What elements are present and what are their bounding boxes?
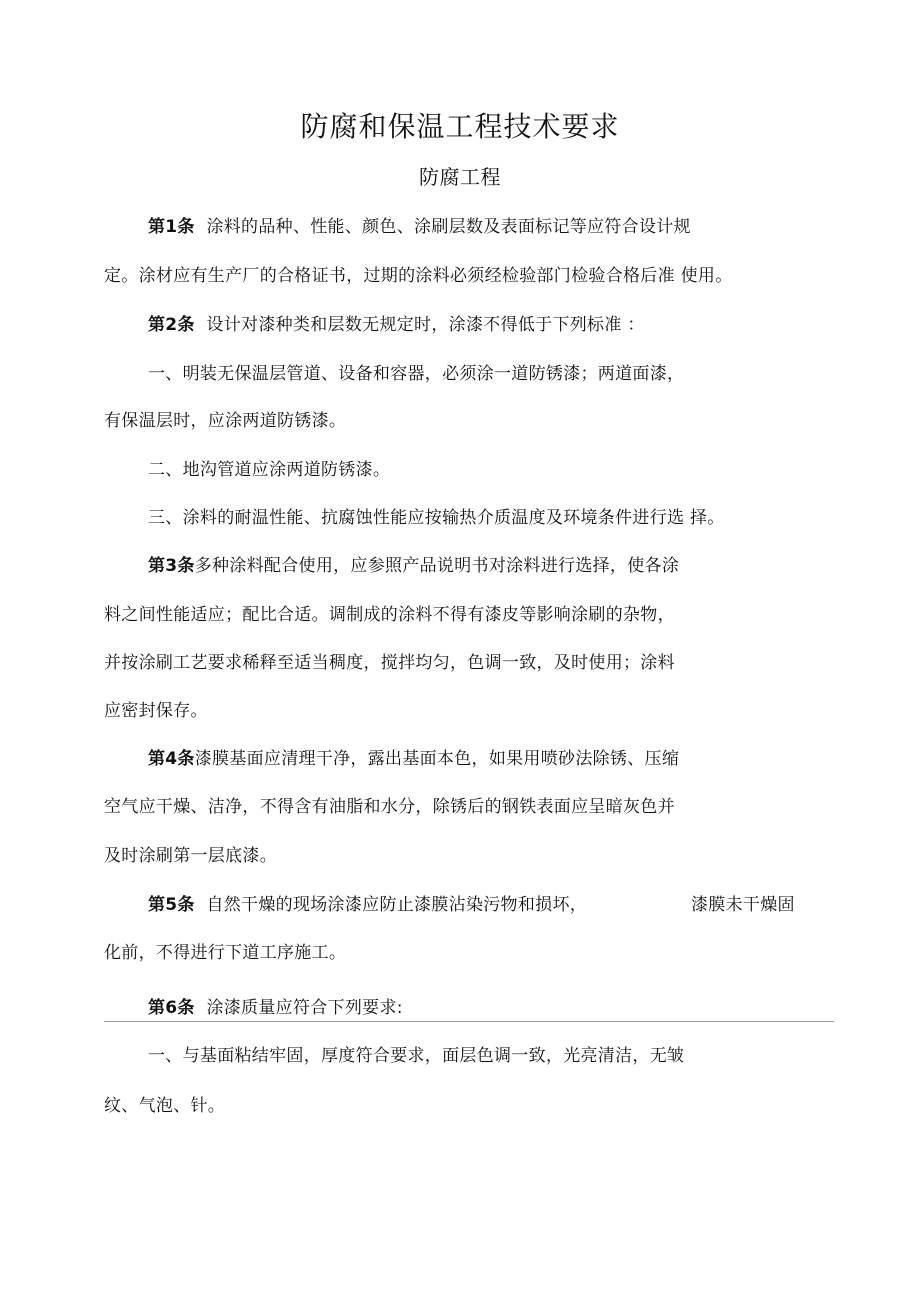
article-2-item-1-line-1: 一、明装无保温层管道、设备和容器，必须涂一道防锈漆；两道面漆， xyxy=(148,364,685,384)
horizontal-rule xyxy=(104,1021,834,1022)
article-4-line-3: 及时涂刷第一层底漆。 xyxy=(104,846,277,866)
article-3-label: 第3条 xyxy=(148,556,195,576)
article-3-line-4: 应密封保存。 xyxy=(104,701,208,721)
article-2-line-1 xyxy=(148,314,645,336)
article-3-line-1 xyxy=(148,555,679,577)
article-2-text: 设计对漆种类和层数无规定时，涂漆不得低于下列标准 ： xyxy=(206,315,645,335)
article-3-text: 多种涂料配合使用，应参照产品说明书对涂料进行选择，使各涂 xyxy=(194,556,680,576)
article-6-item-1-line-2: 纹、气泡、针。 xyxy=(104,1096,226,1116)
article-5-text: 自然干燥的现场涂漆应防止漆膜沾染污物和损坏， xyxy=(206,895,588,915)
article-5-line-2: 化前，不得进行下道工序施工。 xyxy=(104,943,347,963)
section-title: 防腐工程 xyxy=(419,165,501,189)
article-6-label: 第6条 xyxy=(148,998,195,1018)
article-2-label: 第2条 xyxy=(148,315,195,335)
article-1-line-2: 定。涂材应有生产厂的合格证书，过期的涂料必须经检验部门检验合格后准 使用。 xyxy=(104,266,733,286)
article-5-line-1-continued: 漆膜未干燥固 xyxy=(691,895,795,915)
page-title: 防腐和保温工程技术要求 xyxy=(300,110,620,143)
article-1-label: 第1条 xyxy=(148,217,195,237)
article-5-line-1 xyxy=(148,894,587,916)
article-6-text: 涂漆质量应符合下列要求: xyxy=(206,998,403,1018)
article-4-line-1 xyxy=(148,748,679,770)
article-4-label: 第4条 xyxy=(148,749,195,769)
article-3-line-2: 料之间性能适应；配比合适。调制成的涂料不得有漆皮等影响涂刷的杂物， xyxy=(104,605,675,625)
article-2-item-2: 二、地沟管道应涂两道防锈漆。 xyxy=(148,460,391,480)
article-4-line-2: 空气应干燥、洁净，不得含有油脂和水分，除锈后的钢铁表面应呈暗灰色并 xyxy=(104,797,675,817)
article-6-line-1 xyxy=(148,997,403,1019)
article-2-item-3: 三、涂料的耐温性能、抗腐蚀性能应按输热介质温度及环境条件进行选 择。 xyxy=(148,508,725,528)
article-5-label: 第5条 xyxy=(148,895,195,915)
article-2-item-1-line-2: 有保温层时，应涂两道防锈漆。 xyxy=(104,411,347,431)
article-1-line-1 xyxy=(148,216,691,238)
article-6-item-1-line-1: 一、与基面粘结牢固，厚度符合要求，面层色调一致，光亮清洁，无皱 xyxy=(148,1046,685,1066)
article-4-text: 漆膜基面应清理干净，露出基面本色，如果用喷砂法除锈、压缩 xyxy=(194,749,680,769)
article-1-text: 涂料的品种、性能、颜色、涂刷层数及表面标记等应符合设计规 xyxy=(206,217,691,237)
article-3-line-3: 并按涂刷工艺要求稀释至适当稠度，搅拌均匀，色调一致，及时使用；涂料 xyxy=(104,653,675,673)
